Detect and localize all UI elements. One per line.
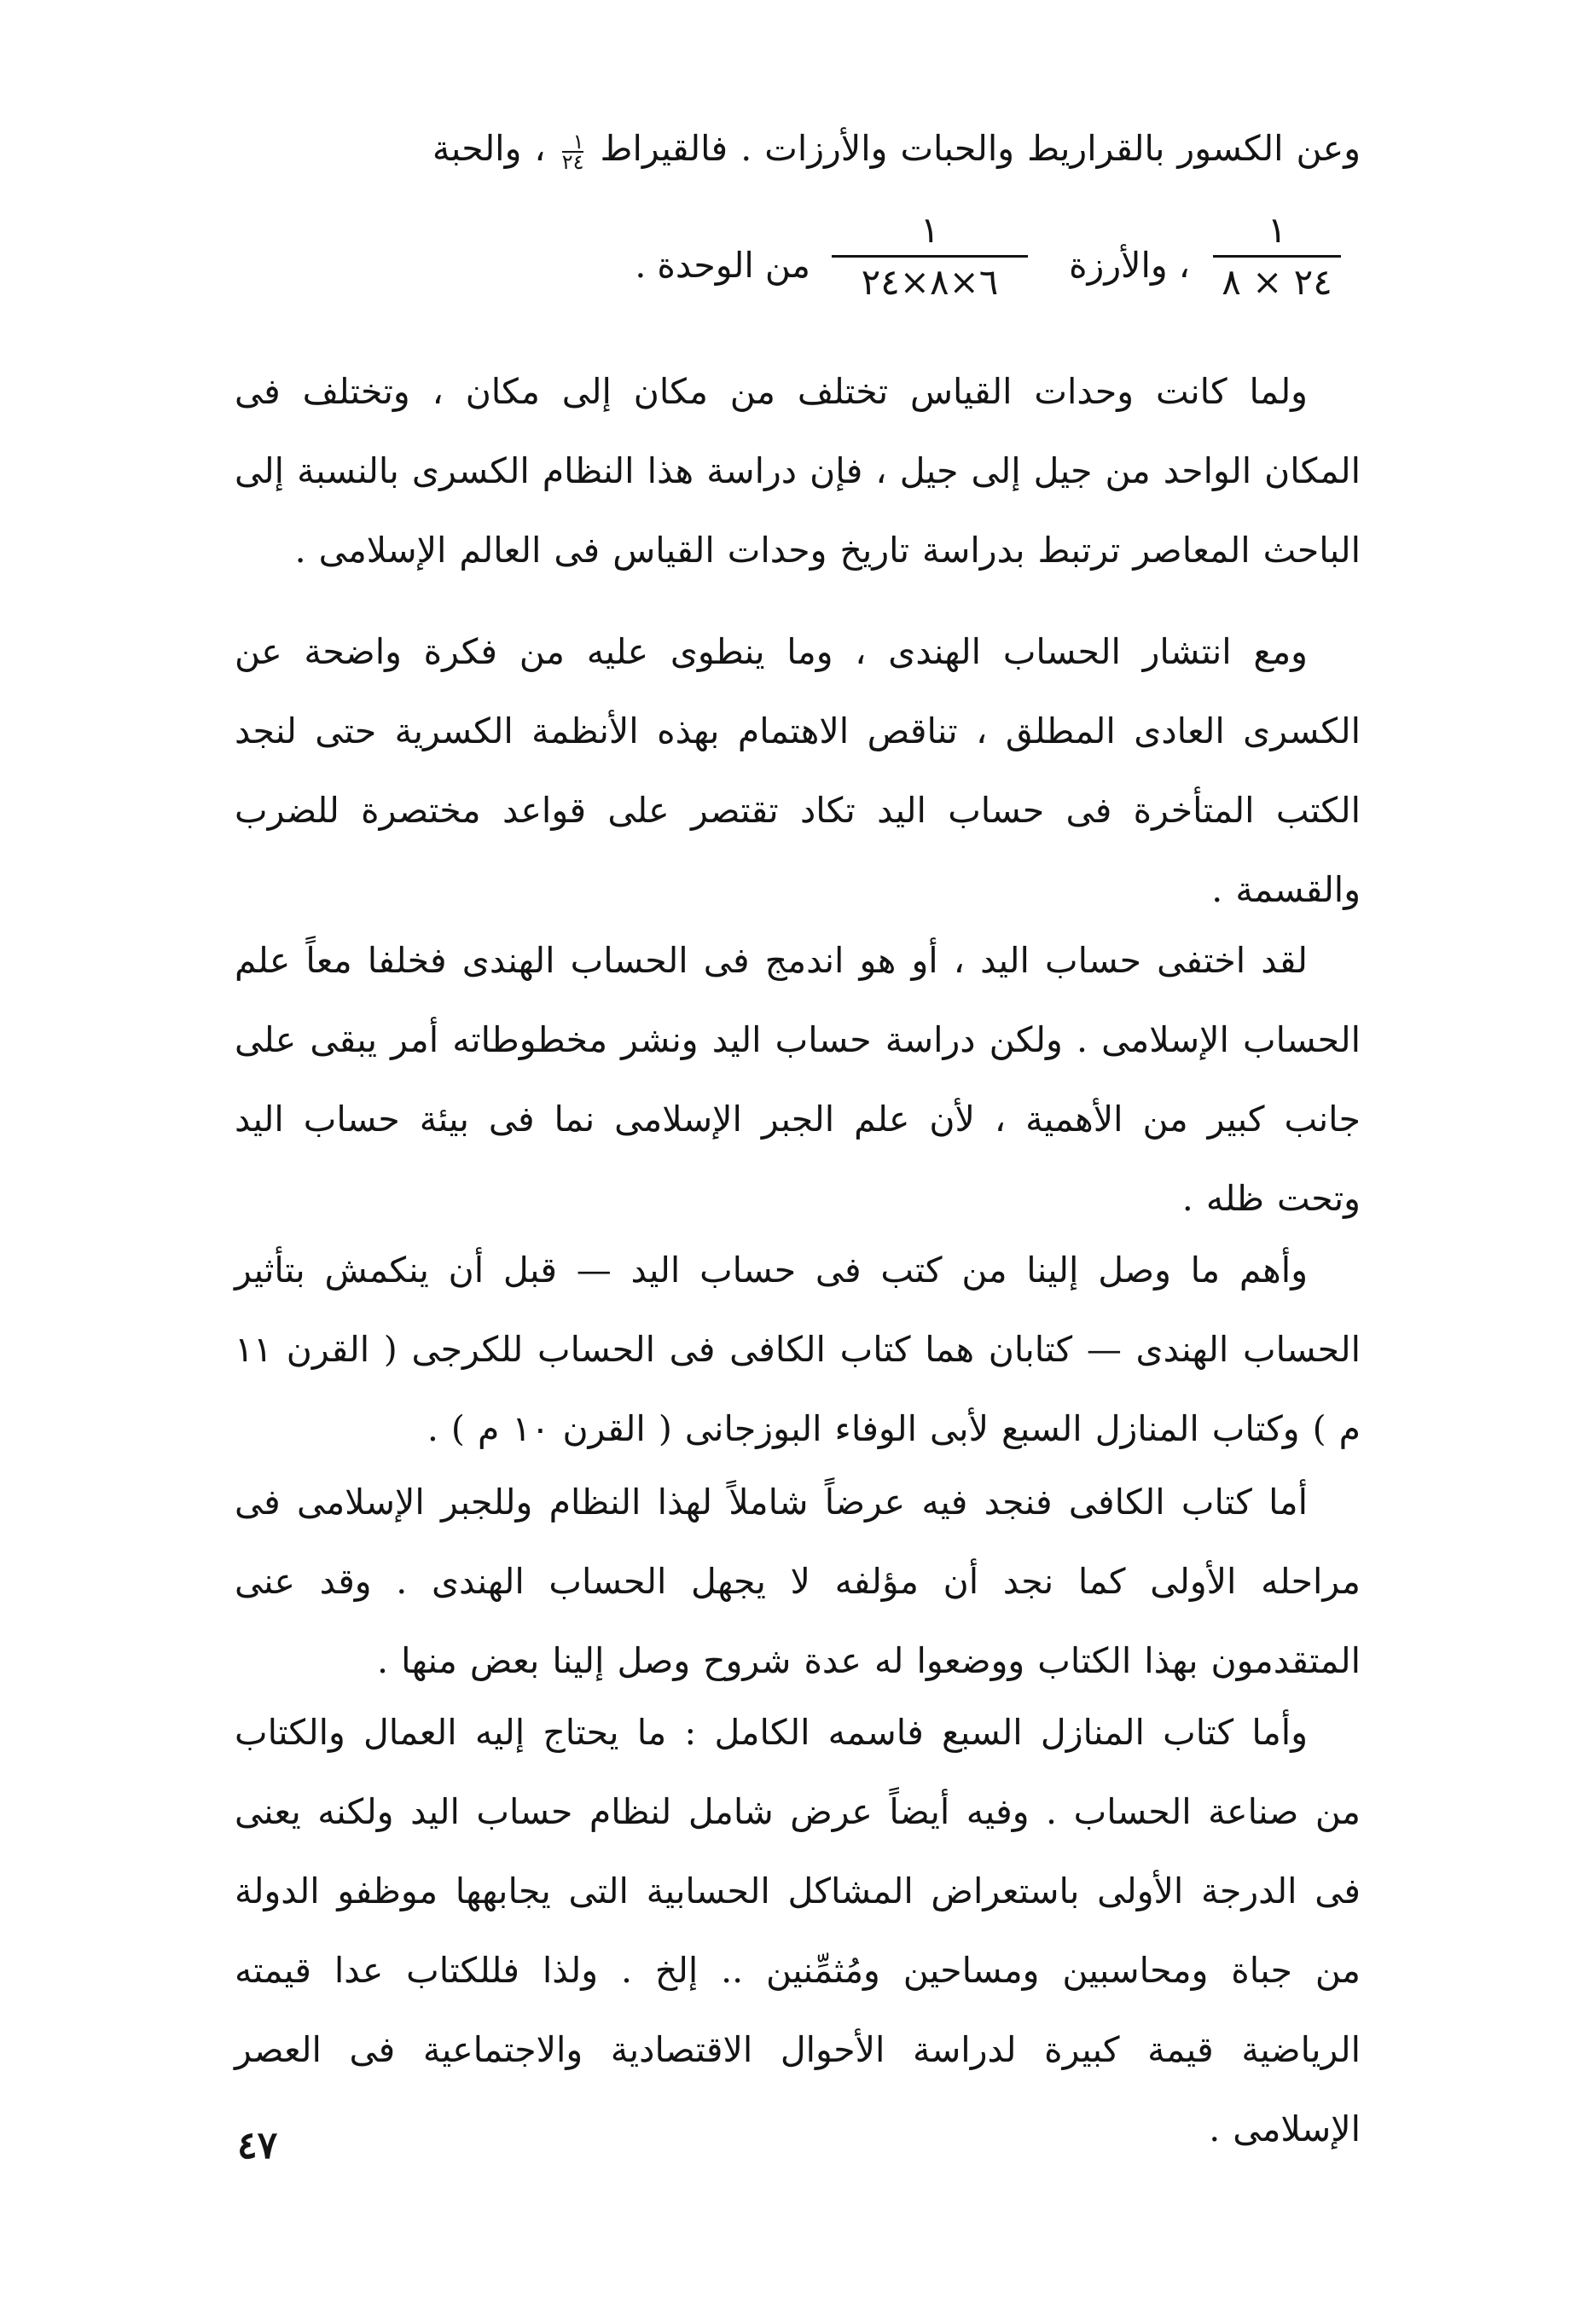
unit-word: من الوحدة . [635,245,810,286]
arza-word: ، والأرزة [1069,245,1190,286]
habba-fraction [1213,209,1341,304]
paragraph [235,921,1361,1239]
qirat-fraction [561,129,584,174]
paragraph [235,1231,1361,1469]
arza-numerator: ١ [920,209,940,251]
paragraph [235,1693,1361,2169]
qirat-denominator: ٢٤ [561,149,584,174]
habba-numerator: ١ [1267,209,1287,251]
paragraph [235,612,1361,930]
intro-text-after: ، والحبة [432,128,546,169]
paragraph [235,352,1361,590]
paragraph [235,1463,1361,1701]
intro-text-before: وعن الكسور بالقراريط والحبات والأرزات . فالقيراط [600,128,1361,169]
paragraph-text: وأما كتاب المنازل السبع فاسمه الكامل : ما يحتاج إليه العمال والكتاب من صناعة الحساب . وفيه أيضاً عرض شامل لنظام حساب اليد ولكنه يعنى فى الدرجة الأولى باستعراض المشاكل الحسابية التى يجابهها موظفو الدولة من جباة ومحاسبين ومساحين ومُثمِّنين .. إلخ . ولذا فللكتاب عدا قيمته الرياضية قيمة كبيرة لدراسة الأحوال الاقتصادية والاجتماعية فى العصر الإسلامى . [235,1712,1361,2149]
fraction-line [597,209,1365,320]
arza-denominator: ٦×٨×٢٤ [861,261,999,303]
qirat-numerator: ١ [572,129,584,154]
paragraph-text: أما كتاب الكافى فنجد فيه عرضاً شاملاً لهذا النظام وللجبر الإسلامى فى مراحله الأولى كما نجد أن مؤلفه لا يجهل الحساب الهندى . وقد عنى المتقدمون بهذا الكتاب ووضعوا له عدة شروح وصل إلينا بعض منها . [235,1482,1361,1681]
paragraph-text: ومع انتشار الحساب الهندى ، وما ينطوى عليه من فكرة واضحة عن الكسرى العادى المطلق ، تناقص الاهتمام بهذه الأنظمة الكسرية حتى لنجد الكتب المتأخرة فى حساب اليد تكاد تقتصر على قواعد مختصرة للضرب والقسمة . [235,631,1361,910]
habba-denominator: ٢٤ × ٨ [1222,261,1332,303]
paragraph-text: ولما كانت وحدات القياس تختلف من مكان إلى مكان ، وتختلف فى المكان الواحد من جيل إلى جيل ، فإن دراسة هذا النظام الكسرى بالنسبة إلى الباحث المعاصر ترتبط بدراسة تاريخ وحدات القياس فى العالم الإسلامى . [235,371,1361,571]
paragraph-text: لقد اختفى حساب اليد ، أو هو اندمج فى الحساب الهندى فخلفا معاً علم الحساب الإسلامى . ولكن دراسة حساب اليد ونشر مخطوطاته أمر يبقى على جانب كبير من الأهمية ، لأن علم الجبر الإسلامى نما فى بيئة حساب اليد وتحت ظله . [235,940,1361,1219]
intro-line [235,109,1361,189]
page-number: ٤٧ [237,2124,278,2167]
paragraph-text: وأهم ما وصل إلينا من كتب فى حساب اليد — قبل أن ينكمش بتأثير الحساب الهندى — كتابان هما كتاب الكافى فى الحساب للكرجى ( القرن ١١ م ) وكتاب المنازل السبع لأبى الوفاء البوزجانى ( القرن ١٠ م ) . [235,1250,1361,1449]
arza-fraction [832,209,1028,304]
